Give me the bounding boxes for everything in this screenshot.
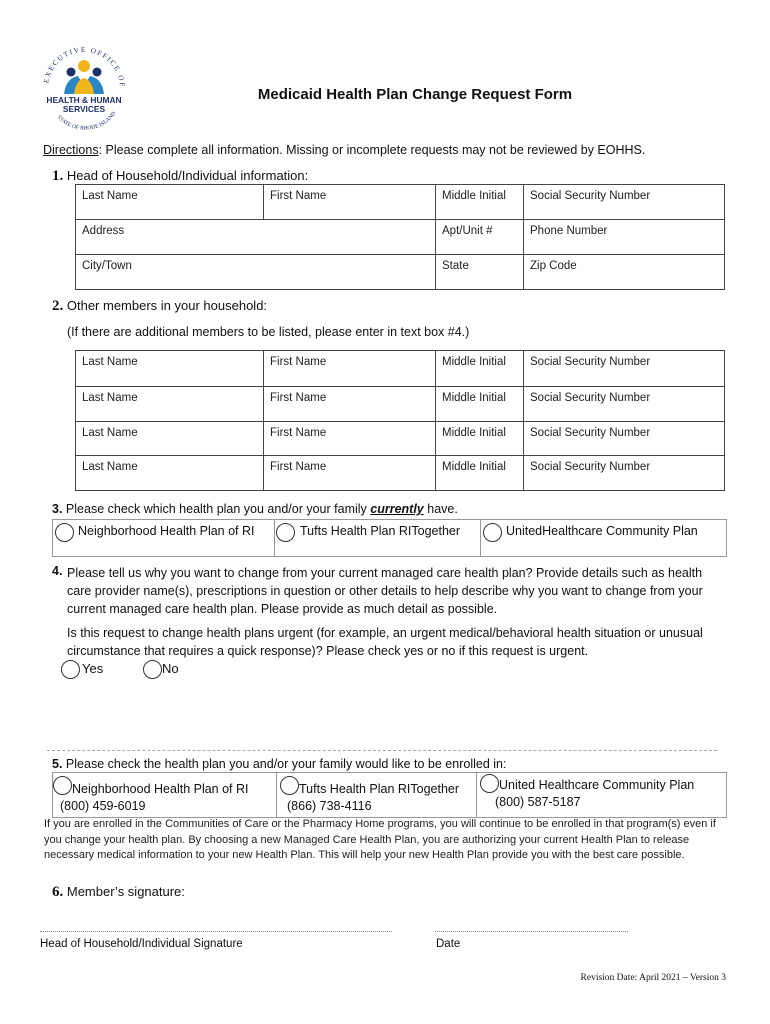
member-first-name[interactable]: First Name: [264, 387, 436, 422]
new-plan-option-united[interactable]: [477, 773, 726, 817]
member-last-name[interactable]: Last Name: [76, 387, 264, 422]
section3-heading-pre: Please check which health plan you and/or your family: [65, 502, 371, 516]
section6-number: 6.: [52, 884, 64, 900]
radio-icon[interactable]: [61, 660, 80, 679]
radio-icon[interactable]: [55, 523, 74, 542]
urgent-question: Is this request to change health plans urgent (for example, an urgent medical/behavioral health situation or unusual circumstance that requires a quick response)? Please check yes or no if this request is urgent.: [67, 626, 703, 658]
hoh-phone[interactable]: Phone Number: [524, 220, 725, 255]
member-ssn[interactable]: Social Security Number: [524, 422, 725, 456]
member-row: [76, 351, 725, 387]
section2-note: (If there are additional members to be listed, please enter in text box #4.): [67, 325, 470, 339]
section2-heading: [52, 298, 267, 315]
section2-number: 2.: [52, 298, 64, 314]
logo-line1: HEALTH & HUMAN: [46, 95, 122, 105]
directions-text: : Please complete all information. Missing or incomplete requests may not be reviewed by EOHHS.: [98, 143, 646, 157]
radio-icon[interactable]: [480, 774, 499, 793]
section3-heading-em: currently: [370, 502, 424, 516]
member-middle-initial[interactable]: Middle Initial: [436, 351, 524, 387]
member-row: [76, 422, 725, 456]
urgent-options: [61, 659, 181, 679]
section1-heading-text: Head of Household/Individual information:: [66, 168, 309, 183]
member-last-name[interactable]: Last Name: [76, 456, 264, 491]
hoh-first-name[interactable]: First Name: [264, 185, 436, 220]
new-plan-option-tufts[interactable]: [277, 773, 477, 817]
revision-date: Revision Date: April 2021 – Version 3: [580, 973, 726, 983]
member-ssn[interactable]: Social Security Number: [524, 456, 725, 491]
current-plan-option-tufts[interactable]: [275, 520, 481, 556]
radio-icon[interactable]: [483, 523, 502, 542]
member-ssn[interactable]: Social Security Number: [524, 387, 725, 422]
section3-number: 3.: [52, 502, 63, 516]
member-middle-initial[interactable]: Middle Initial: [436, 387, 524, 422]
current-plan-label: UnitedHealthcare Community Plan: [506, 524, 698, 538]
hoh-city-town[interactable]: City/Town: [76, 255, 436, 290]
member-last-name[interactable]: Last Name: [76, 351, 264, 387]
hoh-ssn[interactable]: Social Security Number: [524, 185, 725, 220]
section2-heading-text: Other members in your household:: [66, 298, 268, 313]
current-plan-options: [52, 519, 727, 557]
signature-label: Head of Household/Individual Signature: [40, 938, 243, 950]
section4-paragraph: Please tell us why you want to change from your current managed care health plan? Provide details such as health care provider name(s), prescriptions in question or other details to help describe why you want to change from your current managed care health plan. Please provide as much detail as possible.: [67, 566, 703, 616]
section6-heading: [52, 884, 185, 901]
new-plan-options: [52, 772, 727, 818]
form-title: Medicaid Health Plan Change Request Form: [257, 86, 573, 103]
member-middle-initial[interactable]: Middle Initial: [436, 456, 524, 491]
new-plan-phone: (866) 738-4116: [287, 799, 372, 813]
hoh-zip[interactable]: Zip Code: [524, 255, 725, 290]
new-plan-label: Neighborhood Health Plan of RI: [72, 782, 249, 796]
logo-line2: SERVICES: [62, 104, 106, 114]
date-line[interactable]: [435, 931, 628, 932]
member-first-name[interactable]: First Name: [264, 456, 436, 491]
new-plan-label: Tufts Health Plan RITogether: [299, 782, 460, 796]
section4-number: 4.: [52, 564, 63, 578]
directions: [43, 143, 645, 157]
radio-icon[interactable]: [276, 523, 295, 542]
section5-heading: [52, 757, 506, 771]
logo-bottom-text: STATE OF RHODE ISLAND: [55, 110, 118, 132]
new-plan-phone: (800) 587-5187: [495, 795, 581, 809]
logo-arc-text: EXECUTIVE OFFICE OF: [42, 45, 127, 89]
hoh-middle-initial[interactable]: Middle Initial: [436, 185, 524, 220]
divider: [47, 750, 717, 751]
member-middle-initial[interactable]: Middle Initial: [436, 422, 524, 456]
section5-heading-text: Please check the health plan you and/or your family would like to be enrolled in:: [65, 757, 507, 771]
hoh-state[interactable]: State: [436, 255, 524, 290]
hoh-last-name[interactable]: Last Name: [76, 185, 264, 220]
new-plan-phone: (800) 459-6019: [60, 799, 146, 813]
current-plan-option-neighborhood[interactable]: [53, 520, 275, 556]
member-last-name[interactable]: Last Name: [76, 422, 264, 456]
section6-heading-text: Member’s signature:: [66, 884, 185, 899]
new-plan-option-neighborhood[interactable]: [53, 773, 277, 817]
household-members-table: [75, 350, 725, 491]
section1-number: 1.: [52, 168, 64, 184]
current-plan-option-united[interactable]: [481, 520, 726, 556]
section1-heading: [52, 168, 308, 185]
member-first-name[interactable]: First Name: [264, 422, 436, 456]
radio-icon[interactable]: [143, 660, 162, 679]
enrollment-notice: If you are enrolled in the Communities of Care or the Pharmacy Home programs, you will continue to be enrolled in that program(s) even if you change your health plan. By choosing a new Managed Care Health Plan, you are authorizing your current Health Plan to release necessary medical information to your new Health Plan. This will help your new Health Plan provide you with the best care possible.: [44, 818, 716, 861]
section3-heading: [52, 502, 458, 516]
directions-label: Directions: [43, 143, 99, 157]
head-of-household-table: [75, 184, 725, 290]
urgent-yes-label: Yes: [82, 661, 104, 676]
new-plan-label: United Healthcare Community Plan: [499, 778, 695, 792]
current-plan-label: Tufts Health Plan RITogether: [300, 524, 461, 538]
radio-icon[interactable]: [53, 776, 72, 795]
section5-number: 5.: [52, 757, 63, 771]
member-first-name[interactable]: First Name: [264, 351, 436, 387]
member-ssn[interactable]: Social Security Number: [524, 351, 725, 387]
member-row: [76, 456, 725, 491]
reason-text-area[interactable]: [52, 680, 725, 746]
signature-line[interactable]: [40, 931, 392, 932]
current-plan-label: Neighborhood Health Plan of RI: [78, 524, 255, 538]
section3-heading-post: have.: [423, 502, 458, 516]
member-row: [76, 387, 725, 422]
hoh-apt-unit[interactable]: Apt/Unit #: [436, 220, 524, 255]
radio-icon[interactable]: [280, 776, 299, 795]
hoh-address[interactable]: Address: [76, 220, 436, 255]
date-label: Date: [436, 938, 461, 950]
urgent-no-label: No: [162, 661, 179, 676]
